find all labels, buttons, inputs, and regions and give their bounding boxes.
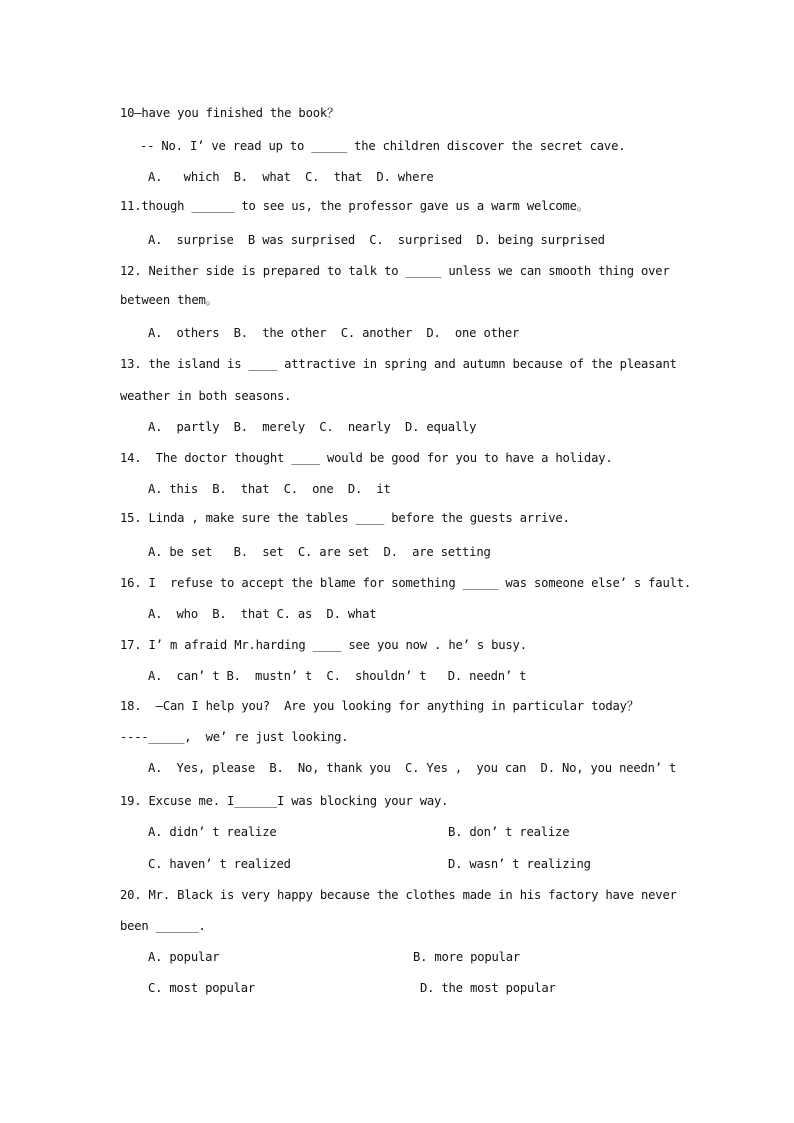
q19-option-a: A. didn’ t realize [148, 825, 277, 839]
q16-stem: 16. I refuse to accept the blame for something _____ was someone else’ s fault. [120, 576, 691, 590]
q18-stem: 18. ―Can I help you? Are you looking for anything in particular today？ [120, 699, 639, 713]
q12-stem-line1: 12. Neither side is prepared to talk to _____ unless we can smooth thing over [120, 264, 670, 278]
q19-stem: 19. Excuse me. I______I was blocking your way. [120, 794, 449, 808]
q17-stem: 17. I’ m afraid Mr.harding ____ see you now . he’ s busy. [120, 638, 527, 652]
q19-option-c: C. haven’ t realized [148, 857, 291, 871]
q13-stem-line2: weather in both seasons. [120, 389, 292, 403]
q20-stem-line2: been ______. [120, 919, 206, 933]
q18-reply: ----_____, we’ re just looking. [120, 730, 349, 744]
q15-options: A. be set B. set C. are set D. are setting [148, 545, 491, 559]
q16-options: A. who B. that C. as D. what [148, 607, 377, 621]
q12-options: A. others B. the other C. another D. one other [148, 326, 520, 340]
q10-options: A. which B. what C. that D. where [148, 170, 434, 184]
q14-stem: 14. The doctor thought ____ would be good for you to have a holiday. [120, 451, 613, 465]
q10-stem: 10—have you finished the book？ [120, 106, 339, 120]
q10-reply: -- No. I’ ve read up to _____ the children discover the secret cave. [140, 139, 626, 153]
q19-option-d: D. wasn’ t realizing [448, 857, 591, 871]
q17-options: A. can’ t B. mustn’ t C. shouldn’ t D. needn’ t [148, 669, 527, 683]
q15-stem: 15. Linda , make sure the tables ____ before the guests arrive. [120, 511, 570, 525]
q12-stem-line2: between them。 [120, 293, 218, 307]
q20-option-c: C. most popular [148, 981, 256, 995]
q19-option-b: B. don’ t realize [448, 825, 570, 839]
q18-options: A. Yes, please B. No, thank you C. Yes , you can D. No, you needn’ t [148, 761, 677, 775]
q13-stem-line1: 13. the island is ____ attractive in spring and autumn because of the pleasant [120, 357, 677, 371]
q20-stem-line1: 20. Mr. Black is very happy because the clothes made in his factory have never [120, 888, 677, 902]
q14-options: A. this B. that C. one D. it [148, 482, 391, 496]
q13-options: A. partly B. merely C. nearly D. equally [148, 420, 477, 434]
q20-option-b: B. more popular [413, 950, 521, 964]
q11-options: A. surprise B was surprised C. surprised D. being surprised [148, 233, 605, 247]
q20-option-d: D. the most popular [420, 981, 556, 995]
q20-option-a: A. popular [148, 950, 220, 964]
q11-stem: 11.though ______ to see us, the professor gave us a warm welcome。 [120, 199, 589, 213]
